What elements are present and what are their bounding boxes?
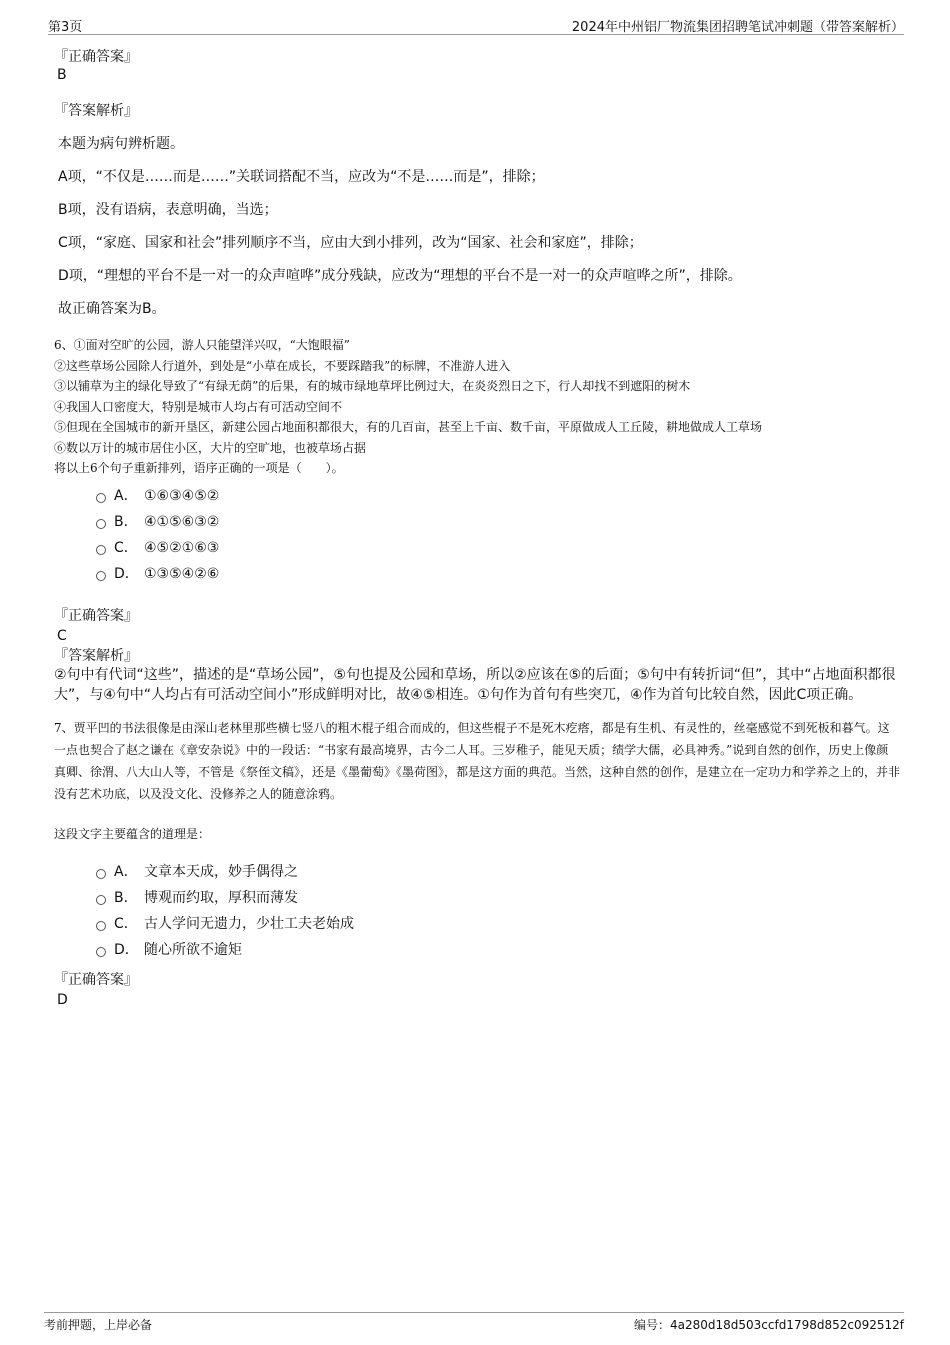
q6-line: ④我国人口密度大，特别是城市人均占有可活动空间不 <box>54 399 343 414</box>
q6-line: 6、①面对空旷的公园，游人只能望洋兴叹，“大饱眼福” <box>54 338 350 352</box>
page-footer <box>44 1312 904 1337</box>
option-letter: B． <box>114 513 138 530</box>
radio-icon[interactable] <box>96 869 106 879</box>
option-text: 博观而约取，厚积而薄发 <box>144 889 298 906</box>
q5-analysis-line: 故正确答案为B。 <box>58 301 166 317</box>
option-letter: C． <box>114 915 138 932</box>
radio-icon[interactable] <box>96 921 106 931</box>
q7-answer-label: 『正确答案』 <box>54 971 138 988</box>
question-7 <box>54 717 900 1009</box>
option-letter: B． <box>114 889 138 906</box>
q5-analysis-label: 『答案解析』 <box>54 103 138 119</box>
radio-icon[interactable] <box>96 545 106 555</box>
option-text: ④①⑤⑥③② <box>144 513 220 530</box>
q7-option-b[interactable] <box>96 885 900 911</box>
q5-answer: B <box>57 67 67 83</box>
q5-analysis-line: 本题为病句辨析题。 <box>58 136 184 152</box>
q6-prompt: 将以上6个句子重新排列，语序正确的一项是（ ）。 <box>54 461 344 475</box>
q7-option-c[interactable] <box>96 911 900 937</box>
q5-analysis-line: A项，“不仅是……而是……”关联词搭配不当，应改为“不是……而是”，排除； <box>58 169 545 185</box>
q7-option-d[interactable] <box>96 937 900 963</box>
q7-option-a[interactable] <box>96 859 900 885</box>
option-text: ①⑥③④⑤② <box>144 487 220 504</box>
option-letter: D． <box>114 941 139 958</box>
q6-line: ②这些草场公园除人行道外，到处是“小草在成长，不要踩踏我”的标牌，不准游人进入 <box>54 358 511 373</box>
option-letter: D． <box>114 565 139 582</box>
option-text: 随心所欲不逾矩 <box>144 941 242 958</box>
main-content <box>54 48 900 1009</box>
footer-slogan: 考前押题，上岸必备 <box>44 1318 153 1332</box>
q6-analysis: ②句中有代词“这些”，描述的是“草场公园”，⑤句也提及公园和草场，所以②应该在⑤的后面；⑤句中有转折词“但”，其中“占地面积都很大”，与④句中“人均占有可活动空间小”形成鲜明对比，故④⑤相连。①句作为首句有些突兀，④作为首句比较自然，因此C项正确。 <box>54 666 896 703</box>
q5-analysis-line: B项，没有语病，表意明确，当选； <box>58 202 278 218</box>
q6-line: ⑤但现在全国城市的新开垦区，新建公园占地面积都很大，有的几百亩，甚至上千亩、数千亩，平原做成人工丘陵，耕地做成人工草场 <box>54 420 763 434</box>
page-number: 第3页 <box>48 20 83 35</box>
q6-analysis-label: 『答案解析』 <box>54 647 138 664</box>
page-header <box>48 14 904 35</box>
q6-option-a[interactable] <box>96 483 900 509</box>
q6-answer: C <box>57 627 67 644</box>
option-text: ①③⑤④②⑥ <box>144 565 220 582</box>
option-letter: C． <box>114 539 138 556</box>
q5-answer-section <box>54 48 900 319</box>
option-letter: A． <box>114 487 138 504</box>
q6-answer-label: 『正确答案』 <box>54 607 138 624</box>
option-text: 古人学问无遗力，少壮工夫老始成 <box>144 915 354 932</box>
q5-answer-label: 『正确答案』 <box>54 49 138 65</box>
q6-option-b[interactable] <box>96 509 900 535</box>
document-id: 编号：4a280d18d503ccfd1798d852c092512f <box>633 1318 904 1332</box>
option-text: ④⑤②①⑥③ <box>144 539 220 556</box>
q5-analysis-line: D项，“理想的平台不是一对一的众声喧哗”成分残缺，应改为“理想的平台不是一对一的众声喧哗之所”，排除。 <box>58 268 742 284</box>
q6-options <box>96 483 900 587</box>
q7-text: 7、贾平凹的书法很像是由深山老林里那些横七竖八的粗木棍子组合而成的，但这些棍子不是死木疙瘩，都是有生机、有灵性的，丝毫感觉不到死板和暮气。这一点也契合了赵之谦在《章安杂说》中的一段话：“书家有最高境界，古今二人耳。三岁稚子，能见天质；绩学大儒，必具神秀。”说到自然的创作，历史上像颜真卿、徐渭、八大山人等，不管是《祭侄文稿》，还是《墨葡萄》《墨荷图》，都是这方面的典范。当然，这种自然的创作，是建立在一定功力和学养之上的，并非没有艺术功底，以及没文化、没修养之人的随意涂鸦。 <box>54 720 901 801</box>
radio-icon[interactable] <box>96 519 106 529</box>
document-title: 2024年中州铝厂物流集团招聘笔试冲刺题（带答案解析） <box>571 20 904 35</box>
q5-analysis-line: C项，“家庭、国家和社会”排列顺序不当，应由大到小排列，改为“国家、社会和家庭”，排除； <box>58 235 643 251</box>
q6-option-c[interactable] <box>96 535 900 561</box>
radio-icon[interactable] <box>96 571 106 581</box>
q6-line: ⑥数以万计的城市居住小区，大片的空旷地，也被草场占据 <box>54 440 367 455</box>
radio-icon[interactable] <box>96 895 106 905</box>
q7-prompt: 这段文字主要蕴含的道理是： <box>54 826 211 841</box>
q6-option-d[interactable] <box>96 561 900 587</box>
question-6 <box>54 335 900 705</box>
option-text: 文章本天成，妙手偶得之 <box>144 863 298 880</box>
option-letter: A． <box>114 863 138 880</box>
q7-options <box>96 859 900 963</box>
radio-icon[interactable] <box>96 947 106 957</box>
q6-line: ③以铺草为主的绿化导致了“有绿无荫”的后果，有的城市绿地草坪比例过大，在炎炎烈日之下，行人却找不到遮阳的树木 <box>54 379 691 393</box>
q7-answer: D <box>57 991 68 1008</box>
radio-icon[interactable] <box>96 493 106 503</box>
